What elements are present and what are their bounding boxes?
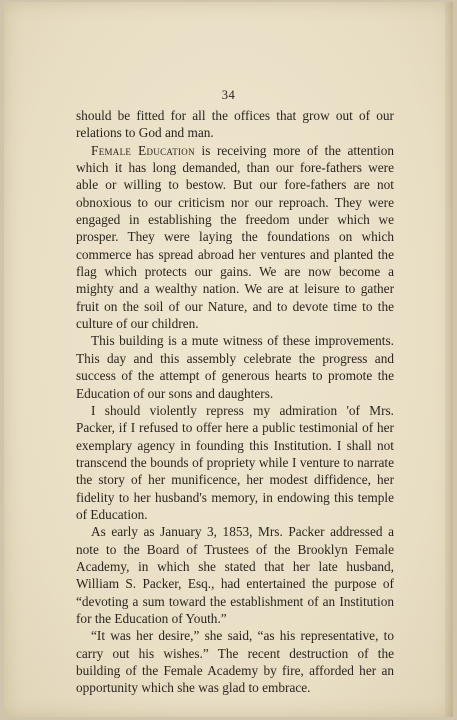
paragraph-2-body: is receiving more of the attention which it has long demanded, than our fore-fathers were able or willing to bestow. But our fore-fathers are not obnoxious to our criticism nor our reproach. They were engaged in establishing the freedom under which we prosper. They were laying the foundations on which commerce has spread abroad her ventures and planted the flag which protects our gains. We are now become a mighty and a wealthy nation. We are at leisure to gather fruit on the soil of our Nature, and to devote time to the culture of our children. — [76, 142, 394, 332]
body-text — [76, 107, 394, 697]
book-page — [4, 2, 453, 717]
female-education-heading: Female Education — [91, 142, 195, 158]
page-number: 34 — [221, 88, 236, 102]
paragraph-3: This building is a mute witness of these improvements. This day and this assembly celebrate the progress and success of the attempt of generous hearts to promote the Education of our sons and daughters. — [76, 333, 394, 401]
paragraph-2 — [76, 142, 394, 333]
page-fold-shadow — [445, 2, 453, 717]
paragraph-6: “It was her desire,” she said, “as his representative, to carry out his wishes.” The recent destruction of the building of the Female Academy by fire, afforded her an opportunity which she was glad to embrace. — [76, 628, 394, 696]
paragraph-5: As early as January 3, 1853, Mrs. Packer addressed a note to the Board of Trustees of the Brooklyn Female Academy, in which she stated that her late husband, William S. Packer, Esq., had entertained the purpose of “devoting a sum toward the establishment of an Institution for the Education of Youth.” — [76, 524, 394, 626]
paragraph-1: should be fitted for all the offices that grow out of our relations to God and man. — [76, 108, 394, 141]
paragraph-4: I should violently repress my admiration 'of Mrs. Packer, if I refused to offer here a public testimonial of her exemplary agency in founding this Institution. I shall not transcend the bounds of propriety while I venture to narrate the story of her munificence, her modest diffidence, her fidelity to her husband's memory, in endowing this temple of Education. — [76, 402, 394, 522]
